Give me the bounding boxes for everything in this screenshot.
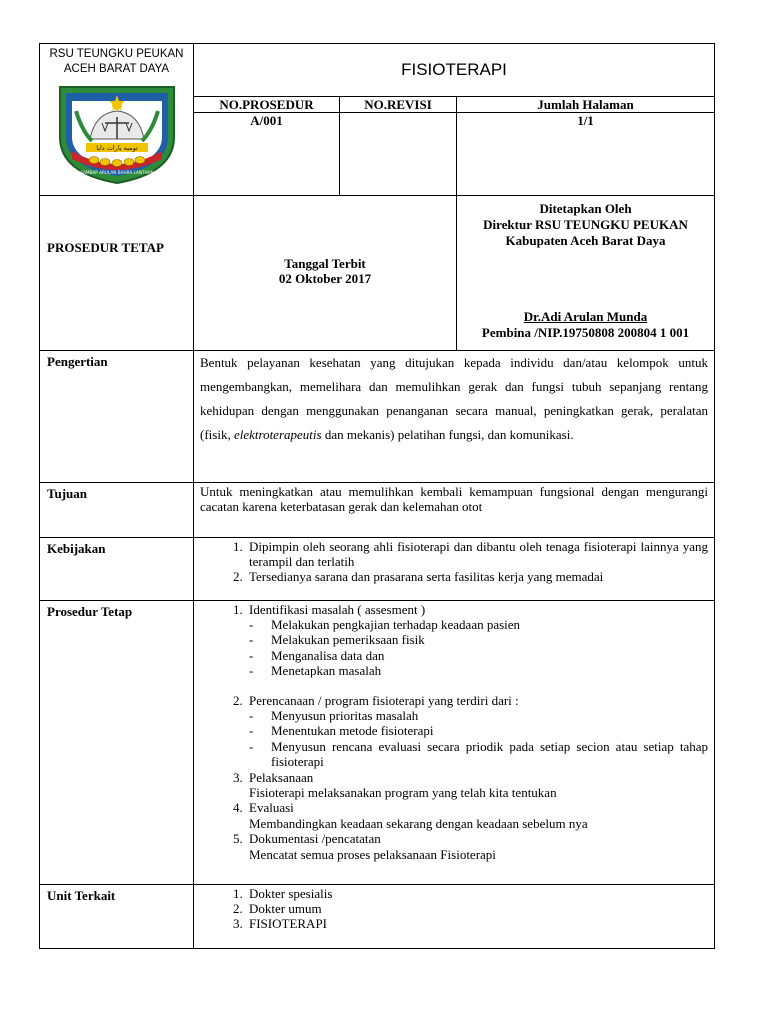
col-header-jumlah-halaman: Jumlah Halaman [457, 97, 715, 113]
pengertian-text: Bentuk pelayanan kesehatan yang ditujukan kepada individu dan/atau kelompok untuk mengembangkan, memelihara dan memulihkan gerak dan fungsi tubuh sepanjang rentang kehidupan dengan menggunakan penanganan secara manual, peningkatkan gerak, peralatan (fisik, elektroterapeutis dan mekanis) pelatihan fungsi, dan komunikasi. [194, 351, 715, 482]
logo-script-text: تومبه يارات دايا [95, 144, 138, 152]
logo-motto-text: SAMBAP ARULAN BAHRA LANTHAN [79, 170, 154, 175]
step2-subitem: - Menentukan metode fisioterapi [249, 723, 708, 738]
prosedur-step: 5. Dokumentasi /pencatatan Mencatat semua proses pelaksanaan Fisioterapi [246, 831, 708, 862]
tujuan-label: Tujuan [40, 482, 194, 537]
prosedur-tetap-label: PROSEDUR TETAP [40, 196, 194, 351]
pengertian-label: Pengertian [40, 351, 194, 482]
kebijakan-item: 2. Tersedianya sarana dan prasarana serta fasilitas kerja yang memadai [246, 569, 708, 584]
prosedur-step: 4. Evaluasi Membandingkan keadaan sekarang dengan keadaan sebelum nya [246, 800, 708, 831]
unit-terkait-label: Unit Terkait [40, 884, 194, 948]
kebijakan-item: 1. Dipimpin oleh seorang ahli fisioterapi dan dibantu oleh tenaga fisioterapi lainnya yang terampil dan terlatih [246, 539, 708, 570]
ditetapkan-cell [457, 196, 715, 351]
director-name: Dr.Adi Arulan Munda [523, 309, 648, 324]
unit-item: 3. FISIOTERAPI [246, 916, 708, 931]
unit-item: 2. Dokter umum [246, 901, 708, 916]
document-title: FISIOTERAPI [194, 44, 715, 97]
tanggal-terbit-label: Tanggal Terbit [284, 256, 366, 271]
unit-terkait-list [200, 886, 708, 932]
value-no-revisi [340, 113, 457, 196]
prosedur-steps-list [200, 602, 708, 863]
director-nip: Pembina /NIP.19750808 200804 1 001 [481, 325, 690, 340]
prosedur-step: 2. Perencanaan / program fisioterapi yang terdiri dari : - Menyusun prioritas masalah - Menentukan metode fisioterapi - Menyusun rencana evaluasi secara priodik pada setiap secion atau setiap tahap fisioterapi [246, 693, 708, 770]
tanggal-terbit-cell [194, 196, 457, 351]
step1-subitem: - Menetapkan masalah [249, 663, 708, 678]
content-table [39, 351, 715, 949]
prosedur-step: 3. Pelaksanaan Fisioterapi melaksanakan program yang telah kita tentukan [246, 770, 708, 801]
header-table [39, 43, 715, 351]
prosedur-step: 1. Identifikasi masalah ( assesment ) - Melakukan pengkajian terhadap keadaan pasien - Melakukan pemeriksaan fisik - Menganalisa data dan - Menetapkan masalah [246, 602, 708, 693]
hospital-logo-emblem [50, 81, 184, 185]
sop-document [39, 43, 714, 949]
step1-subitem: - Melakukan pengkajian terhadap keadaan pasien [249, 617, 708, 632]
tanggal-terbit-value: 02 Oktober 2017 [278, 271, 372, 286]
unit-terkait-cell [194, 884, 715, 948]
prosedur-tetap-section-label: Prosedur Tetap [40, 600, 194, 884]
kebijakan-list-cell [194, 537, 715, 600]
direktur-title: Direktur RSU TEUNGKU PEUKAN [483, 217, 688, 232]
value-jumlah-halaman: 1/1 [457, 113, 715, 196]
step1-subitem: - Menganalisa data dan [249, 648, 708, 663]
step2-subitem: - Menyusun rencana evaluasi secara priodik pada setiap secion atau setiap tahap fisioterapi [249, 739, 708, 770]
tujuan-text: Untuk meningkatkan atau memulihkan kembali kemampuan fungsional dengan mengurangi cacatan karena keterbatasan gerak dan kelemahan otot [194, 482, 715, 537]
prosedur-steps-cell [194, 600, 715, 884]
institution-name-line2: ACEH BARAT DAYA [63, 63, 170, 75]
institution-name-line1: RSU TEUNGKU PEUKAN [49, 48, 184, 60]
step2-subitem: - Menyusun prioritas masalah [249, 708, 708, 723]
value-no-prosedur: A/001 [194, 113, 340, 196]
step1-sublist [249, 617, 708, 679]
unit-item: 1. Dokter spesialis [246, 886, 708, 901]
step1-subitem: - Melakukan pemeriksaan fisik [249, 632, 708, 647]
step2-sublist [249, 708, 708, 770]
ditetapkan-oleh: Ditetapkan Oleh [539, 201, 632, 216]
col-header-no-revisi: NO.REVISI [340, 97, 457, 113]
kabupaten-name: Kabupaten Aceh Barat Daya [505, 233, 666, 248]
kebijakan-list [200, 539, 708, 585]
institution-cell [40, 44, 194, 196]
pengertian-italic-term: elektroterapeutis [233, 427, 322, 442]
col-header-no-prosedur: NO.PROSEDUR [194, 97, 340, 113]
kebijakan-label: Kebijakan [40, 537, 194, 600]
